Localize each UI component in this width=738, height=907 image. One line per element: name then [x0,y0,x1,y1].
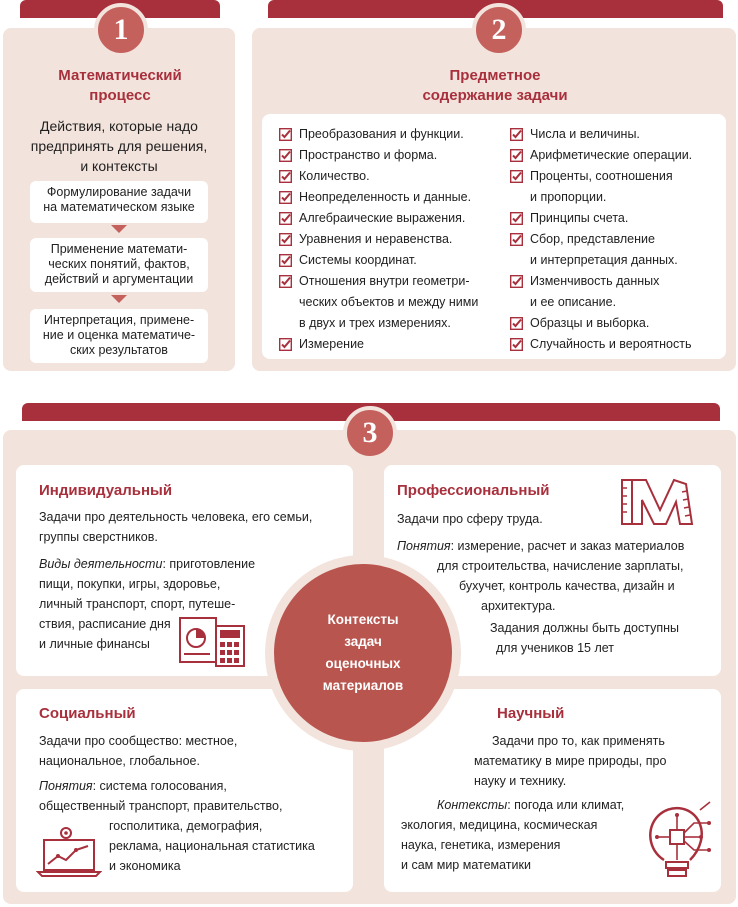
list-item: Системы координат. [279,250,504,271]
list-item: Числа и величины. [510,124,722,145]
lightbulb-circuit-icon [638,800,718,884]
content-list-left [279,124,504,355]
check-icon [510,149,523,162]
professional-note: Задания должны быть доступны для учеников 15 лет [490,621,679,655]
list-item: Проценты, соотношения [510,166,722,187]
list-item-continuation: в двух и трех измерениях. [299,316,451,330]
social-concepts: Понятия: система голосования, общественный транспорт, правительство, госполитика, демография, реклама, национальная статистика и экономика [39,779,315,873]
list-item-continuation: и ее описание. [530,295,617,309]
block3-number-badge: 3 [343,406,397,460]
professional-concepts: Понятия: измерение, расчет и заказ материалов для строительства, начисление зарплаты, бухучет, контроль качества, дизайн и архитектура. [397,539,685,613]
check-icon [279,170,292,183]
list-item: Уравнения и неравенства. [279,229,504,250]
list-item: Изменчивость данных [510,271,722,292]
list-item: Сбор, представление [510,229,722,250]
laptop-chart-icon [36,826,102,878]
check-icon [279,149,292,162]
check-icon [510,338,523,351]
check-icon [510,275,523,288]
individual-description: Задачи про деятельность человека, его семьи, группы сверстников. [39,510,313,544]
list-item: Отношения внутри геометри- [279,271,504,292]
individual-activities: Виды деятельности: приготовление пищи, покупки, игры, здоровье, личный транспорт, спорт, путеше- ствия, расписание дня и личные финансы [39,557,256,651]
scientific-contexts: Контексты: погода или климат, экология, медицина, космическая наука, генетика, измерения и сам мир математики [401,798,625,872]
list-item: Принципы счета. [510,208,722,229]
process-step-formulate: Формулирование задачи на математическом языке [30,181,208,223]
scientific-title: Научный [497,705,565,722]
check-icon [279,212,292,225]
check-icon [510,233,523,246]
professional-title: Профессиональный [397,482,550,499]
check-icon [279,233,292,246]
social-description: Задачи про сообщество: местное, национальное, глобальное. [39,734,238,768]
list-item: Преобразования и функции. [279,124,504,145]
list-item-continuation: ческих объектов и между ними [299,295,479,309]
list-item: Количество. [279,166,504,187]
check-icon [279,338,292,351]
scientific-description: Задачи про то, как применять математику в мире природы, про науку и технику. [474,734,667,788]
block2-title: Предметное содержание задачи [422,67,568,104]
block1-intro: Действия, которые надо предпринять для решения, и контексты [30,118,208,174]
list-item: Случайность и вероятность [510,334,722,355]
check-icon [279,191,292,204]
individual-title: Индивидуальный [39,482,173,499]
professional-description: Задачи про сферу труда. [397,512,543,526]
check-icon [510,128,523,141]
check-icon [510,317,523,330]
process-step-apply: Применение математи- ческих понятий, фактов, действий и аргументации [30,238,208,292]
chevron-down-icon [111,225,127,233]
list-item: Алгебраические выражения. [279,208,504,229]
check-icon [279,275,292,288]
process-step-interpret: Интерпретация, примене- ние и оценка математиче- ских результатов [30,309,208,363]
list-item: Образцы и выборка. [510,313,722,334]
check-icon [279,128,292,141]
check-icon [510,170,523,183]
measuring-tape-icon [620,474,696,526]
list-item-continuation: и интерпретация данных. [530,253,678,267]
block1-title: Математический процесс [58,67,182,104]
social-title: Социальный [39,705,136,722]
list-item: Измерение [279,334,504,355]
list-item: Пространство и форма. [279,145,504,166]
contexts-center-circle: Контексты задач оценочных материалов [265,555,461,751]
calculator-document-icon [178,612,248,668]
block1-number-badge: 1 [94,3,148,57]
list-item: Неопределенность и данные. [279,187,504,208]
list-item-continuation: и пропорции. [530,190,607,204]
content-list-right [510,124,722,355]
list-item: Арифметические операции. [510,145,722,166]
chevron-down-icon [111,295,127,303]
check-icon [510,212,523,225]
block2-number-badge: 2 [472,3,526,57]
check-icon [279,254,292,267]
